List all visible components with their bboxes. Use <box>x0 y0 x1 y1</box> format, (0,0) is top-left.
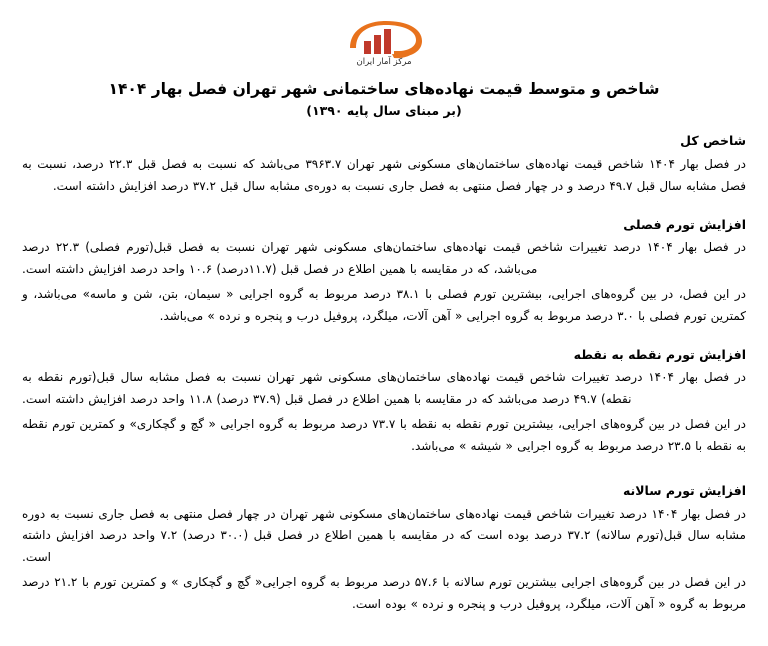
paragraph-quarterly-inflation-1: در فصل بهار ۱۴۰۴ درصد تغییرات شاخص قیمت نهاده‌های ساختمان‌های مسکونی شهر تهران نسبت به فصل قبل(تورم فصلی) ۲۲.۳ درصد می‌باشد، که در مقایسه با همین اطلاع در فصل قبل (۱۱.۷درصد) ۱۰.۶ واحد درصد افزایش داشته است. <box>22 240 746 277</box>
page-title: شاخص و متوسط قیمت نهاده‌های ساختمانی شهر تهران فصل بهار ۱۴۰۴ <box>108 80 660 98</box>
section-heading-quarterly-inflation: افزایش تورم فصلی <box>623 216 746 232</box>
section-heading-annual-inflation: افزایش تورم سالانه <box>622 482 746 498</box>
section-spacer <box>22 461 746 473</box>
section-spacer <box>22 331 746 337</box>
section-heading-general-index: شاخص کل <box>680 133 746 149</box>
section-general-index <box>22 132 746 197</box>
paragraph-quarterly-inflation-2: در این فصل، در بین گروه‌های اجرایی، بیشترین تورم فصلی با ۳۸.۱ درصد مربوط به گروه اجرایی « سیمان، بتن، شن و ماسه» می‌باشد، و کمترین تورم فصلی با ۳.۰ درصد مربوط به گروه اجرایی « آهن آلات، میلگرد، پروفیل درب و پنجره و نرده » می‌باشد. <box>22 287 747 323</box>
page-subtitle: (بر مبنای سال پایه ۱۳۹۰) <box>306 103 462 119</box>
organization-logo-block <box>22 0 746 67</box>
paragraph-annual-inflation-1: در فصل بهار ۱۴۰۴ درصد تغییرات شاخص قیمت نهاده‌های ساختمان‌های مسکونی شهر تهران در چهار فصل منتهی به فصل جاری نسبت به دوره مشابه سال قبل(تورم سالانه) ۳۷.۲ درصد بوده است که در مقایسه با همین اطلاع در فصل قبل (۳۰.۰ درصد) ۷.۲ واحد درصد افزایش داشته است. <box>22 506 746 565</box>
section-spacer <box>22 201 746 207</box>
section-annual-inflation <box>22 482 746 616</box>
section-heading-point-to-point-inflation: افزایش تورم نقطه به نقطه <box>573 346 746 362</box>
statistical-center-of-iran-logo <box>332 18 436 66</box>
section-quarterly-inflation <box>22 216 746 328</box>
document-content <box>22 132 746 615</box>
paragraph-annual-inflation-2: در این فصل در بین گروه‌های اجرایی بیشترین تورم سالانه با ۵۷.۶ درصد مربوط به گروه اجرایی« گچ و گچکاری » و کمترین تورم با ۲۱.۲ درصد مربوط به گروه « آهن آلات، میلگرد، پروفیل درب و پنجره و نرده » بوده است. <box>22 575 747 611</box>
paragraph-point-to-point-2: در این فصل در بین گروه‌های اجرایی، بیشترین تورم نقطه به نقطه با ۷۳.۷ درصد مربوط به گروه اجرایی « گچ و گچکاری» و کمترین تورم نقطه به نقطه با ۲۳.۵ درصد مربوط به گروه اجرایی « شیشه » می‌باشد. <box>22 417 746 453</box>
logo-caption: مرکز آمار ایران <box>356 57 412 67</box>
section-point-to-point-inflation <box>22 346 746 458</box>
paragraph-general-index-1: در فصل بهار ۱۴۰۴ شاخص قیمت نهاده‌های ساختمان‌های مسکونی شهر تهران ۳۹۶۳.۷ می‌باشد که نسبت به فصل قبل ۲۲.۳ درصد، نسبت به فصل مشابه سال قبل ۴۹.۷ درصد و در چهار فصل منتهی به فصل جاری نسبت به دوره‌ی مشابه سال قبل ۳۷.۲ درصد افزایش داشته است. <box>22 157 747 193</box>
paragraph-point-to-point-1: در فصل بهار ۱۴۰۴ درصد تغییرات شاخص قیمت نهاده‌های ساختمان‌های مسکونی شهر تهران نسبت به فصل مشابه سال قبل(تورم نقطه به نقطه) ۴۹.۷ درصد می‌باشد که در مقایسه با همین اطلاع در فصل قبل (۳۷.۹ درصد) ۱۱.۸ واحد درصد افزایش داشته است. <box>22 370 746 407</box>
